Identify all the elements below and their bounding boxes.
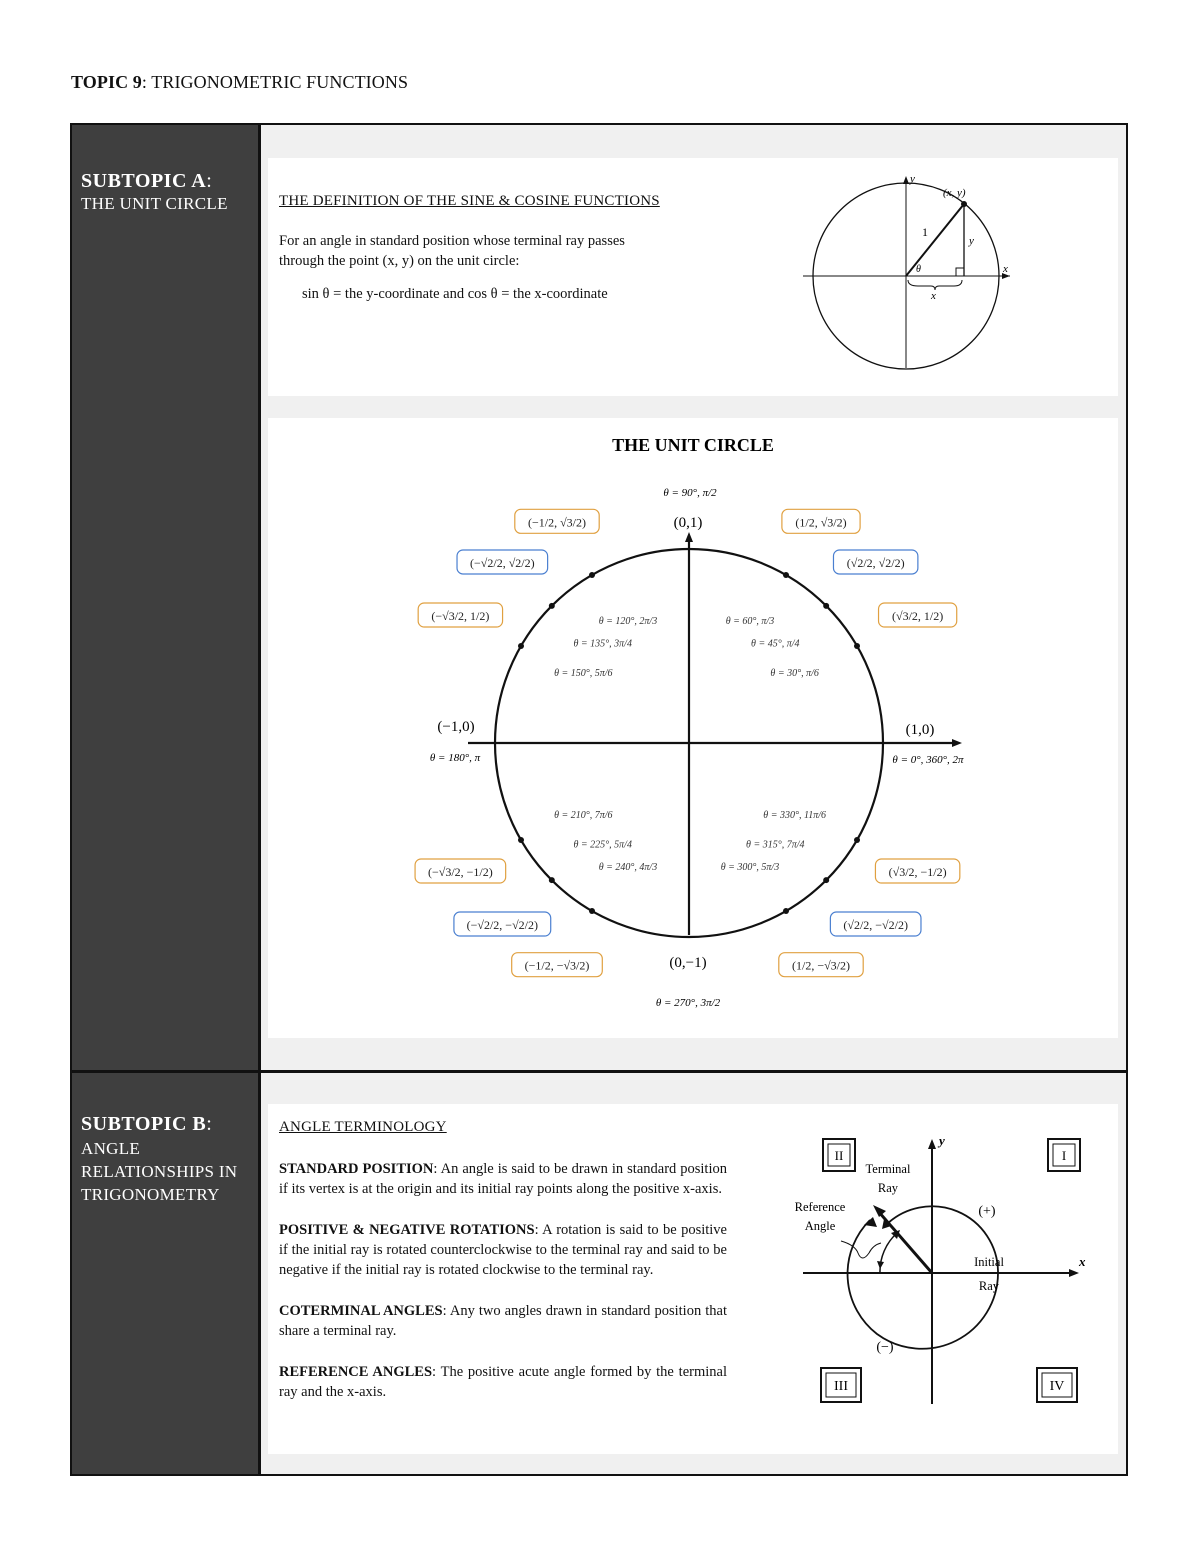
angle-label-240: θ = 240°, 4π/3	[598, 861, 658, 873]
definition-radius	[906, 204, 964, 276]
unit-circle-point-315	[823, 877, 829, 883]
initial-ray-label-1: Initial	[974, 1255, 1004, 1269]
reference-angle-arc	[880, 1233, 897, 1273]
quadrant-ii-label: II	[834, 1148, 844, 1163]
reference-arrow-bottom	[877, 1261, 884, 1269]
angle-y-label: y	[939, 1133, 945, 1148]
subtopic-b-title: SUBTOPIC B:	[81, 1113, 213, 1135]
subtopic-a-sidebar	[72, 125, 261, 1070]
terminal-ray-arrow	[873, 1205, 886, 1217]
unit-circle-point-30	[854, 643, 860, 649]
coordinate-label-45: (√2/2, √2/2)	[846, 555, 905, 570]
axis-angle-top: θ = 90°, π/2	[663, 487, 717, 499]
reference-angle-label-1: Reference	[794, 1200, 846, 1214]
definition-theta-label: θ	[916, 264, 921, 275]
coordinate-label-150: (−√3/2, 1/2)	[431, 609, 490, 623]
unit-circle-point-150	[518, 643, 524, 649]
coordinate-label-210: (−√3/2, −1/2)	[427, 865, 493, 879]
unit-circle-x-arrow	[952, 739, 962, 747]
axis-point-right: (1,0)	[905, 722, 935, 738]
axis-point-left: (−1,0)	[437, 719, 475, 735]
coordinate-label-225: (−√2/2, −√2/2)	[466, 918, 539, 933]
unit-circle-diagram	[268, 418, 1118, 1038]
reference-pointer	[841, 1241, 881, 1258]
angle-label-300: θ = 300°, 5π/3	[720, 861, 780, 873]
axis-angle-bottom: θ = 270°, 3π/2	[655, 997, 721, 1009]
coordinate-label-135: (−√2/2, √2/2)	[470, 555, 535, 570]
definition-ylen-label: y	[969, 235, 974, 247]
subtopic-b-sidebar	[72, 1073, 261, 1474]
subtopic-b-content	[261, 1073, 1126, 1474]
angle-x-label: x	[1079, 1254, 1086, 1269]
angle-label-225: θ = 225°, 5π/4	[573, 839, 632, 851]
coordinate-label-120: (−1/2, √3/2)	[527, 515, 587, 530]
reference-angle-label-2: Angle	[804, 1219, 836, 1233]
definition-card	[268, 158, 1118, 396]
unit-circle-title: THE UNIT CIRCLE	[612, 435, 774, 455]
term-reference: REFERENCE ANGLES: The positive acute angle formed by the terminal ray and the x-axis.	[279, 1364, 727, 1400]
angle-x-arrow	[1069, 1269, 1079, 1277]
topic-title: : TRIGONOMETRIC FUNCTIONS	[141, 72, 409, 92]
angle-label-30: θ = 30°, π/6	[770, 668, 819, 679]
definition-text	[279, 231, 683, 271]
coordinate-label-60: (1/2, √3/2)	[795, 515, 847, 530]
sine-cosine-formula: sin θ = the y-coordinate and cos θ = the x-coordinate	[302, 286, 608, 302]
angle-label-135: θ = 135°, 3π/4	[573, 638, 632, 650]
unit-circle-point-240	[589, 908, 595, 914]
subtopic-b-subtitle: ANGLE RELATIONSHIPS IN TRIGONOMETRY	[81, 1139, 238, 1204]
unit-circle-point-330	[854, 837, 860, 843]
coordinate-label-300: (1/2, −√3/2)	[791, 958, 851, 973]
unit-circle-point-45	[823, 603, 829, 609]
coordinate-label-315: (√2/2, −√2/2)	[843, 918, 908, 933]
angle-label-315: θ = 315°, 7π/4	[746, 839, 805, 851]
definition-x-brace	[908, 280, 962, 290]
coordinate-label-330: (√3/2, −1/2)	[888, 865, 947, 879]
negative-rotation-arc	[848, 1220, 998, 1349]
subtopic-a-content	[261, 125, 1126, 1070]
unit-circle-point-60	[783, 572, 789, 578]
unit-circle-point-120	[589, 572, 595, 578]
angle-terminology-card	[268, 1104, 1118, 1454]
definition-point-label: (x, y)	[943, 187, 966, 199]
positive-rotation-label: (+)	[978, 1204, 996, 1219]
term-standard-position: STANDARD POSITION: An angle is said to be drawn in standard position if its vertex is at the origin and its initial ray points along the positive x-axis.	[279, 1161, 727, 1197]
quadrant-iv-label: IV	[1049, 1379, 1065, 1394]
angle-label-60: θ = 60°, π/3	[725, 616, 775, 628]
terms-list	[279, 1159, 727, 1402]
angle-label-210: θ = 210°, 7π/6	[554, 810, 613, 821]
axis-point-top: (0,1)	[673, 515, 703, 531]
definition-x-label: x	[1003, 263, 1008, 275]
unit-circle-card	[268, 418, 1118, 1038]
unit-circle-point-210	[518, 837, 524, 843]
coordinate-label-240: (−1/2, −√3/2)	[524, 958, 590, 973]
definition-right-angle	[956, 268, 964, 276]
definition-point	[961, 201, 967, 207]
page-header	[71, 72, 408, 93]
angle-terminology-heading: ANGLE TERMINOLOGY	[279, 1119, 447, 1135]
initial-ray-label-2: Ray	[978, 1279, 1000, 1293]
angle-label-45: θ = 45°, π/4	[751, 638, 800, 650]
unit-circle-point-225	[549, 877, 555, 883]
definition-y-label: y	[910, 173, 915, 185]
definition-y-arrow	[903, 176, 909, 184]
terminal-ray-label-1: Terminal	[865, 1162, 911, 1176]
quadrant-iii-label: III	[834, 1379, 848, 1394]
axis-angle-right: θ = 0°, 360°, 2π	[892, 754, 964, 766]
axis-angle-left: θ = 180°, π	[429, 752, 481, 764]
angle-label-330: θ = 330°, 11π/6	[763, 810, 827, 821]
definition-line-2: through the point (x, y) on the unit circle:	[279, 253, 520, 269]
subtopic-b-row	[72, 1073, 1126, 1474]
unit-circle-point-135	[549, 603, 555, 609]
terminal-ray-label-2: Ray	[877, 1181, 899, 1195]
subtopic-a-subtitle: THE UNIT CIRCLE	[81, 194, 228, 213]
coordinate-label-30: (√3/2, 1/2)	[892, 609, 944, 623]
axis-point-bottom: (0,−1)	[669, 955, 707, 971]
definition-diagram	[798, 168, 1018, 378]
angle-label-150: θ = 150°, 5π/6	[554, 668, 613, 679]
definition-line-1: For an angle in standard position whose terminal ray passes	[279, 233, 625, 249]
negative-rotation-label: (−)	[876, 1340, 894, 1355]
definition-xlen-label: x	[931, 290, 936, 302]
angle-y-arrow	[928, 1139, 936, 1149]
angle-diagram	[793, 1129, 1093, 1414]
quadrant-i-label: I	[1061, 1148, 1067, 1163]
subtopic-a-title: SUBTOPIC A:	[81, 170, 213, 192]
subtopic-a-row	[72, 125, 1126, 1073]
terminal-ray	[878, 1211, 932, 1273]
term-coterminal: COTERMINAL ANGLES: Any two angles drawn in standard position that share a terminal ray.	[279, 1303, 727, 1339]
angle-label-120: θ = 120°, 2π/3	[598, 616, 658, 628]
definition-r-label: 1	[922, 225, 928, 239]
term-rotations: POSITIVE & NEGATIVE ROTATIONS: A rotation is said to be positive if the initial ray is rotated counterclockwise to the terminal ray and said to be negative if the initial ray is rotated clockwise to the terminal ray.	[279, 1222, 727, 1278]
topic-number: TOPIC 9	[71, 72, 142, 92]
content-table	[70, 123, 1128, 1476]
unit-circle-y-arrow	[685, 532, 693, 542]
definition-heading: THE DEFINITION OF THE SINE & COSINE FUNCTIONS	[279, 193, 660, 209]
unit-circle-point-300	[783, 908, 789, 914]
